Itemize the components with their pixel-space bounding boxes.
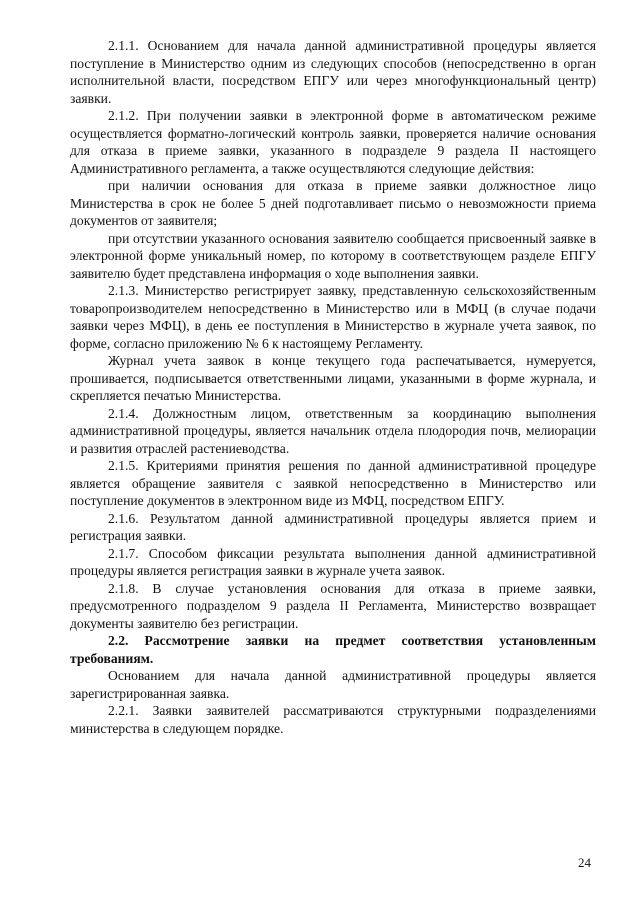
paragraph-2-1-1: 2.1.1. Основанием для начала данной административной процедуры является поступление в Министерство одним из следующих способов (непосредственно в орган исполнительной власти, посредством ЕПГУ или через многофункциональный центр) заявки. xyxy=(70,38,596,106)
paragraph-refusal-case: при наличии основания для отказа в приеме заявки должностное лицо Министерства в срок не более 5 дней подготавливает письмо о невозможности приема документов от заявителя; xyxy=(70,178,596,228)
paragraph-2-1-3: 2.1.3. Министерство регистрирует заявку, представленную сельскохозяйственным товаропроизводителем непосредственно в Министерство или в МФЦ (в случае подачи заявки через МФЦ), в день ее поступления в Министерство в журнале учета заявок, по форме, согласно приложению № 6 к настоящему Регламенту. xyxy=(70,283,596,351)
paragraph-2-1-6: 2.1.6. Результатом данной административной процедуры является прием и регистрация заявки. xyxy=(70,510,596,543)
paragraph-2-1-2: 2.1.2. При получении заявки в электронной форме в автоматическом режиме осуществляется форматно-логический контроль заявки, проверяется наличие основания для отказа в приеме заявки, указанного в подразделе 9 раздела II настоящего Административного регламента, а также осуществляются следующие действия: xyxy=(70,108,596,176)
paragraph-basis: Основанием для начала данной административной процедуры является зарегистрированная заявка. xyxy=(70,668,596,701)
paragraph-no-refusal-case: при отсутствии указанного основания заявителю сообщается присвоенный заявке в электронной форме уникальный номер, по которому в соответствующем разделе ЕПГУ заявителю будет представлена информация о ходе выполнения заявки. xyxy=(70,230,596,281)
document-body xyxy=(70,37,596,737)
page-number: 24 xyxy=(578,855,591,870)
paragraph-2-1-5: 2.1.5. Критериями принятия решения по данной административной процедуре является обращение заявителя с заявкой непосредственно в Министерство или поступление документов в электронном виде из МФЦ, посредством ЕПГУ. xyxy=(70,458,596,508)
paragraph-journal: Журнал учета заявок в конце текущего года распечатывается, нумеруется, прошивается, подписывается ответственными лицами, указанными в форме журнала, и скрепляется печатью Министерства. xyxy=(70,353,596,403)
paragraph-2-1-7: 2.1.7. Способом фиксации результата выполнения данной административной процедуры является регистрация заявки в журнале учета заявок. xyxy=(70,545,596,578)
paragraph-2-2-1: 2.2.1. Заявки заявителей рассматриваются структурными подразделениями министерства в следующем порядке. xyxy=(70,703,596,736)
section-heading-2-2: 2.2. Рассмотрение заявки на предмет соответствия установленным требованиям. xyxy=(70,633,596,666)
paragraph-2-1-4: 2.1.4. Должностным лицом, ответственным за координацию выполнения административной процедуры, является начальник отдела плодородия почв, мелиорации и развития отраслей растениеводства. xyxy=(70,405,596,456)
paragraph-2-1-8: 2.1.8. В случае установления основания для отказа в приеме заявки, предусмотренного подразделом 9 раздела II Регламента, Министерство возвращает документы заявителю без регистрации. xyxy=(70,580,596,631)
